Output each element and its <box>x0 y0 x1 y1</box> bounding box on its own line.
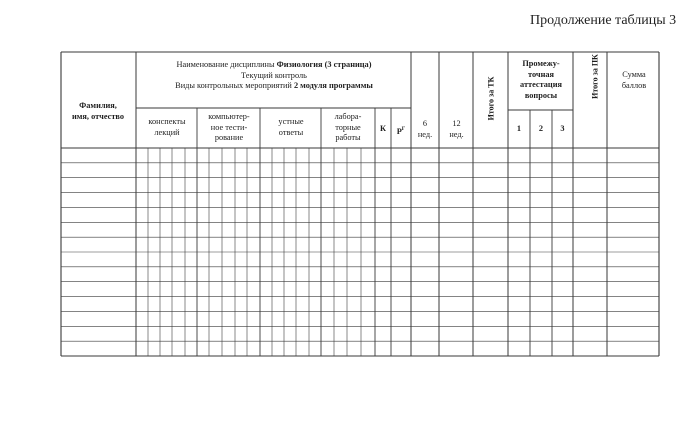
week12-header: 12 нед. <box>449 119 464 139</box>
page-title: Продолжение таблицы 3 <box>530 13 677 28</box>
discipline-line: Наименование дисциплины Физиология (3 страница) <box>176 60 372 69</box>
question-1: 1 <box>516 124 522 133</box>
discipline-name: Физиология (3 страница) <box>276 60 372 69</box>
week6-header: 6 нед. <box>417 119 433 139</box>
question-2: 2 <box>538 124 544 133</box>
itogo-tk-header: Итого за ТК <box>486 76 496 121</box>
fio-header <box>62 101 134 122</box>
discipline-block <box>137 60 411 92</box>
interim-header: Промежу- точная аттестация вопросы <box>520 59 562 100</box>
group-konspekty: конспекты лекций <box>148 117 186 137</box>
group-ustnye: устные ответы <box>278 117 304 137</box>
fio-header-line1: Фамилия, <box>79 101 117 110</box>
question-3: 3 <box>560 124 565 133</box>
group-komputer: компьютер- ное тести- рование <box>208 112 250 142</box>
activities-line: Виды контрольных мероприятий 2 модуля программы <box>175 81 373 90</box>
group-p-sup: Г <box>401 126 406 132</box>
current-control: Текущий контроль <box>241 70 307 80</box>
group-labor: лабора- торные работы <box>334 112 362 142</box>
summa-header: Сумма баллов <box>621 70 647 90</box>
activities-module: 2 модуля программы <box>293 81 373 90</box>
itogo-pk-header: Итого за ПК <box>590 54 600 99</box>
group-k: К <box>379 124 387 133</box>
fio-header-line2: имя, отчество <box>72 111 124 121</box>
group-p: $Р^Г$ <box>396 126 406 136</box>
